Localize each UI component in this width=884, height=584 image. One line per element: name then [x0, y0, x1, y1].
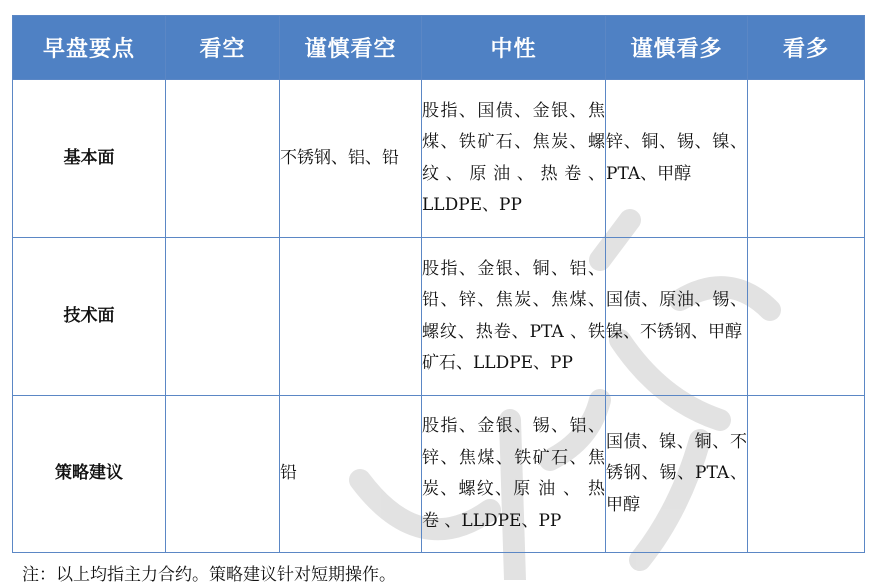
- cell-bullish: [748, 80, 865, 238]
- cell-cautious-bullish: 锌、铜、锡、镍、PTA、甲醇: [606, 80, 748, 238]
- header-row: [13, 16, 865, 80]
- header-bearish: 看空: [166, 16, 280, 80]
- cell-bearish: [166, 80, 280, 238]
- cell-cautious-bullish: 国债、镍、铜、不锈钢、锡、PTA、甲醇: [606, 396, 748, 553]
- header-session-points: 早盘要点: [13, 16, 166, 80]
- cell-neutral: 股指、金银、锡、铝、锌、焦煤、铁矿石、焦炭、螺纹、原 油 、 热 卷 、LLDPE、PP: [422, 396, 606, 553]
- header-neutral: 中性: [422, 16, 606, 80]
- cell-bearish: [166, 238, 280, 396]
- outlook-matrix-table: [12, 15, 865, 553]
- cell-cautious-bearish: 不锈钢、铝、铅: [280, 80, 422, 238]
- cell-bullish: [748, 238, 865, 396]
- cell-bearish: [166, 396, 280, 553]
- cell-cautious-bearish: [280, 238, 422, 396]
- table-row-strategy: [13, 396, 865, 553]
- table-row-technicals: [13, 238, 865, 396]
- row-label-strategy: 策略建议: [13, 396, 166, 553]
- cell-bullish: [748, 396, 865, 553]
- footnote: 注：以上均指主力合约。策略建议针对短期操作。: [22, 565, 396, 584]
- cell-cautious-bullish: 国债、原油、锡、镍、不锈钢、甲醇: [606, 238, 748, 396]
- header-cautious-bullish: 谨慎看多: [606, 16, 748, 80]
- cell-neutral: 股指、国债、金银、焦煤、铁矿石、焦炭、螺纹、原油、热卷、 LLDPE、PP: [422, 80, 606, 238]
- cell-neutral: 股指、金银、铜、铝、铅、锌、焦炭、焦煤、螺纹、热卷、PTA 、铁矿石、LLDPE、PP: [422, 238, 606, 396]
- header-cautious-bearish: 谨慎看空: [280, 16, 422, 80]
- header-bullish: 看多: [748, 16, 865, 80]
- row-label-technicals: 技术面: [13, 238, 166, 396]
- table-row-fundamentals: [13, 80, 865, 238]
- row-label-fundamentals: 基本面: [13, 80, 166, 238]
- cell-cautious-bearish: 铅: [280, 396, 422, 553]
